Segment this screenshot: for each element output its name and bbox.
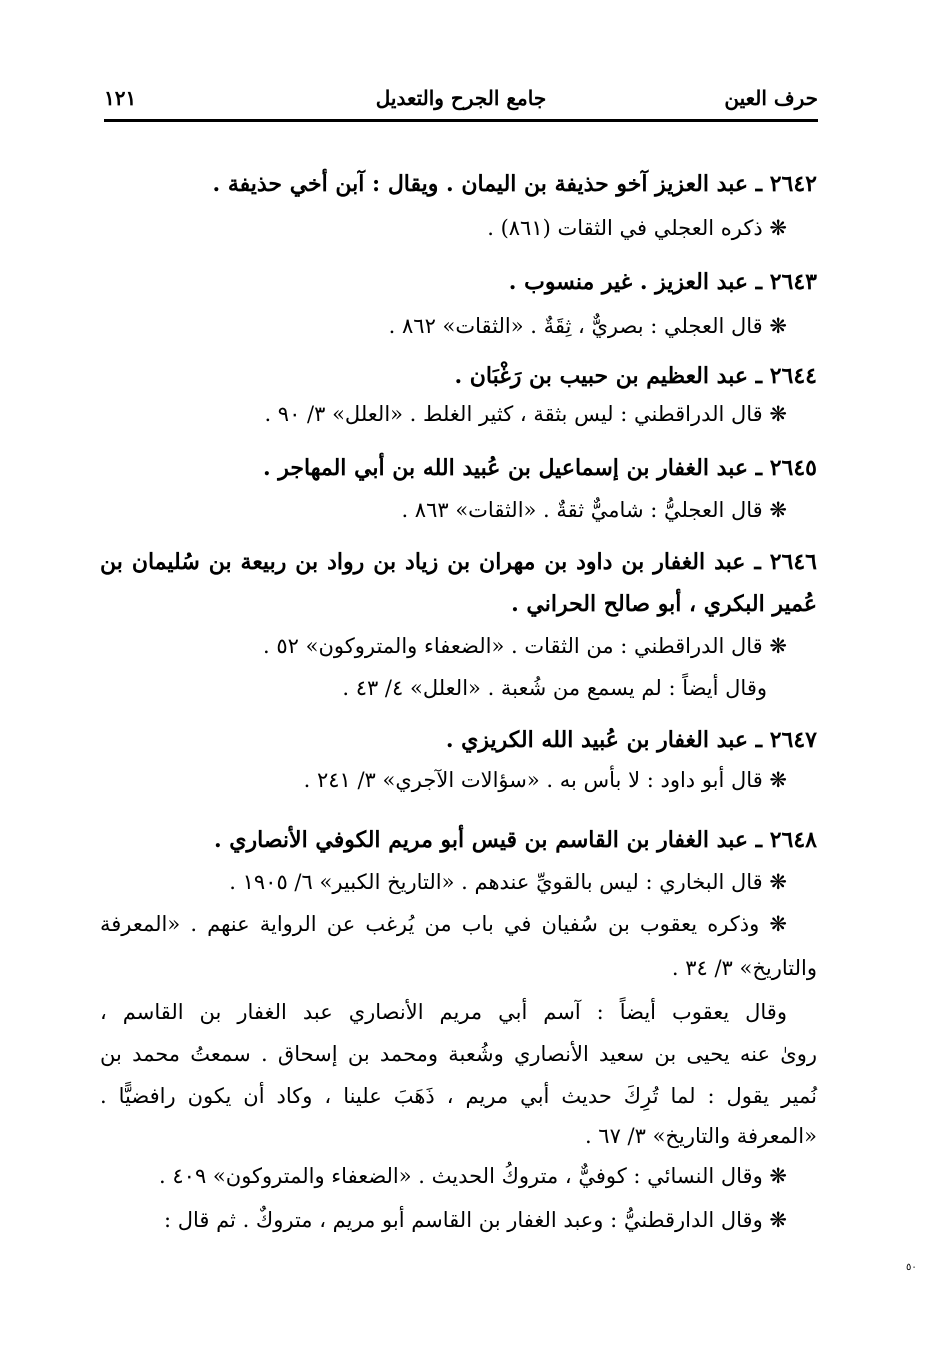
- entry-2645-note: ❋ قال العجليُّ : شاميٌّ ثقةٌ . «الثقات» ٨٦٣ .: [401, 498, 787, 522]
- entry-2646-note-2: وقال أيضاً : لم يسمع من شُعبة . «العلل» ٤/ ٤٣ .: [342, 676, 767, 700]
- entry-2648-note-2-cont: والتاريخ» ٣/ ٣٤ .: [671, 956, 817, 980]
- entry-2642-heading: ٢٦٤٢ ـ عبد العزيز آخو حذيفة بن اليمان . ويقال : آبن أخي حذيفة .: [212, 171, 817, 197]
- entry-2644-note: ❋ قال الدراقطني : ليس بثقة ، كثير الغلط . «العلل» ٣/ ٩٠ .: [264, 402, 787, 426]
- book-title: جامع الجرح والتعديل: [375, 86, 547, 110]
- entry-2643-note: ❋ قال العجلي : بصريٌّ ، ثِقَةٌ . «الثقات» ٨٦٢ .: [388, 314, 787, 338]
- entry-2643-heading: ٢٦٤٣ ـ عبد العزيز . غير منسوب .: [508, 269, 817, 295]
- entry-2646-note: ❋ قال الدراقطني : من الثقات . «الضعفاء والمتروكون» ٥٢ .: [263, 634, 787, 658]
- entry-2647-heading: ٢٦٤٧ ـ عبد الغفار بن عُبيد الله الكريزي .: [445, 727, 817, 753]
- entry-2648-note-1: ❋ قال البخاري : ليس بالقويِّ عندهم . «التاريخ الكبير» ٦/ ١٩٠٥ .: [229, 870, 787, 894]
- entry-2648-paragraph-3: نُمير يقول : لما تُرِكَ حديث أبي مريم ، ذَهَبَ علينا ، وكاد أن يكون رافضيًّا .: [100, 1084, 817, 1108]
- entry-2642-note: ❋ ذكره العجلي في الثقات (٨٦١) .: [487, 216, 787, 240]
- entry-2648-note-3: ❋ وقال النسائي : كوفيٌّ ، متروكُ الحديث . «الضعفاء والمتروكون» ٤٠٩ .: [159, 1164, 787, 1188]
- entry-2648-paragraph-1: وقال يعقوب أيضاً : آسم أبي مريم الأنصاري عبد الغفار بن القاسم ،: [100, 1000, 787, 1024]
- entry-2648-paragraph-4: «المعرفة والتاريخ» ٣/ ٦٧ .: [584, 1124, 817, 1148]
- page-number: ١٢١: [104, 86, 137, 110]
- entry-2648-note-4: ❋ وقال الدارقطنيُّ : وعبد الغفار بن القاسم أبو مريم ، متروكٌ . ثم قال :: [163, 1208, 787, 1232]
- entry-2645-heading: ٢٦٤٥ ـ عبد الغفار بن إسماعيل بن عُبيد الله بن أبي المهاجر .: [262, 455, 817, 481]
- entry-2648-paragraph-2: روىٰ عنه يحيى بن سعيد الأنصاري وشُعبة ومحمد بن إسحاق . سمعتُ محمد بن: [100, 1042, 817, 1066]
- entry-2648-heading: ٢٦٤٨ ـ عبد الغفار بن القاسم بن قيس أبو مريم الكوفي الأنصاري .: [213, 827, 817, 853]
- entry-2646-heading: ٢٦٤٦ ـ عبد الغفار بن داود بن مهران بن زياد بن رواد بن ربيعة بن سُليمان بن: [100, 549, 817, 575]
- entry-2646-heading-cont: عُمير البكري ، أبو صالح الحراني .: [511, 591, 817, 617]
- running-header: [104, 82, 818, 122]
- entry-2647-note: ❋ قال أبو داود : لا بأس به . «سؤالات الآجري» ٣/ ٢٤١ .: [303, 768, 787, 792]
- corner-mark: ٥٠: [906, 1262, 917, 1273]
- entry-2648-note-2: ❋ وذكره يعقوب بن سُفيان في باب من يُرغب عن الرواية عنهم . «المعرفة: [100, 912, 787, 936]
- header-rule: [104, 119, 818, 122]
- chapter-title: حرف العين: [724, 86, 818, 110]
- entry-2644-heading: ٢٦٤٤ ـ عبد العظيم بن حبيب بن رَغْبَان .: [454, 363, 817, 389]
